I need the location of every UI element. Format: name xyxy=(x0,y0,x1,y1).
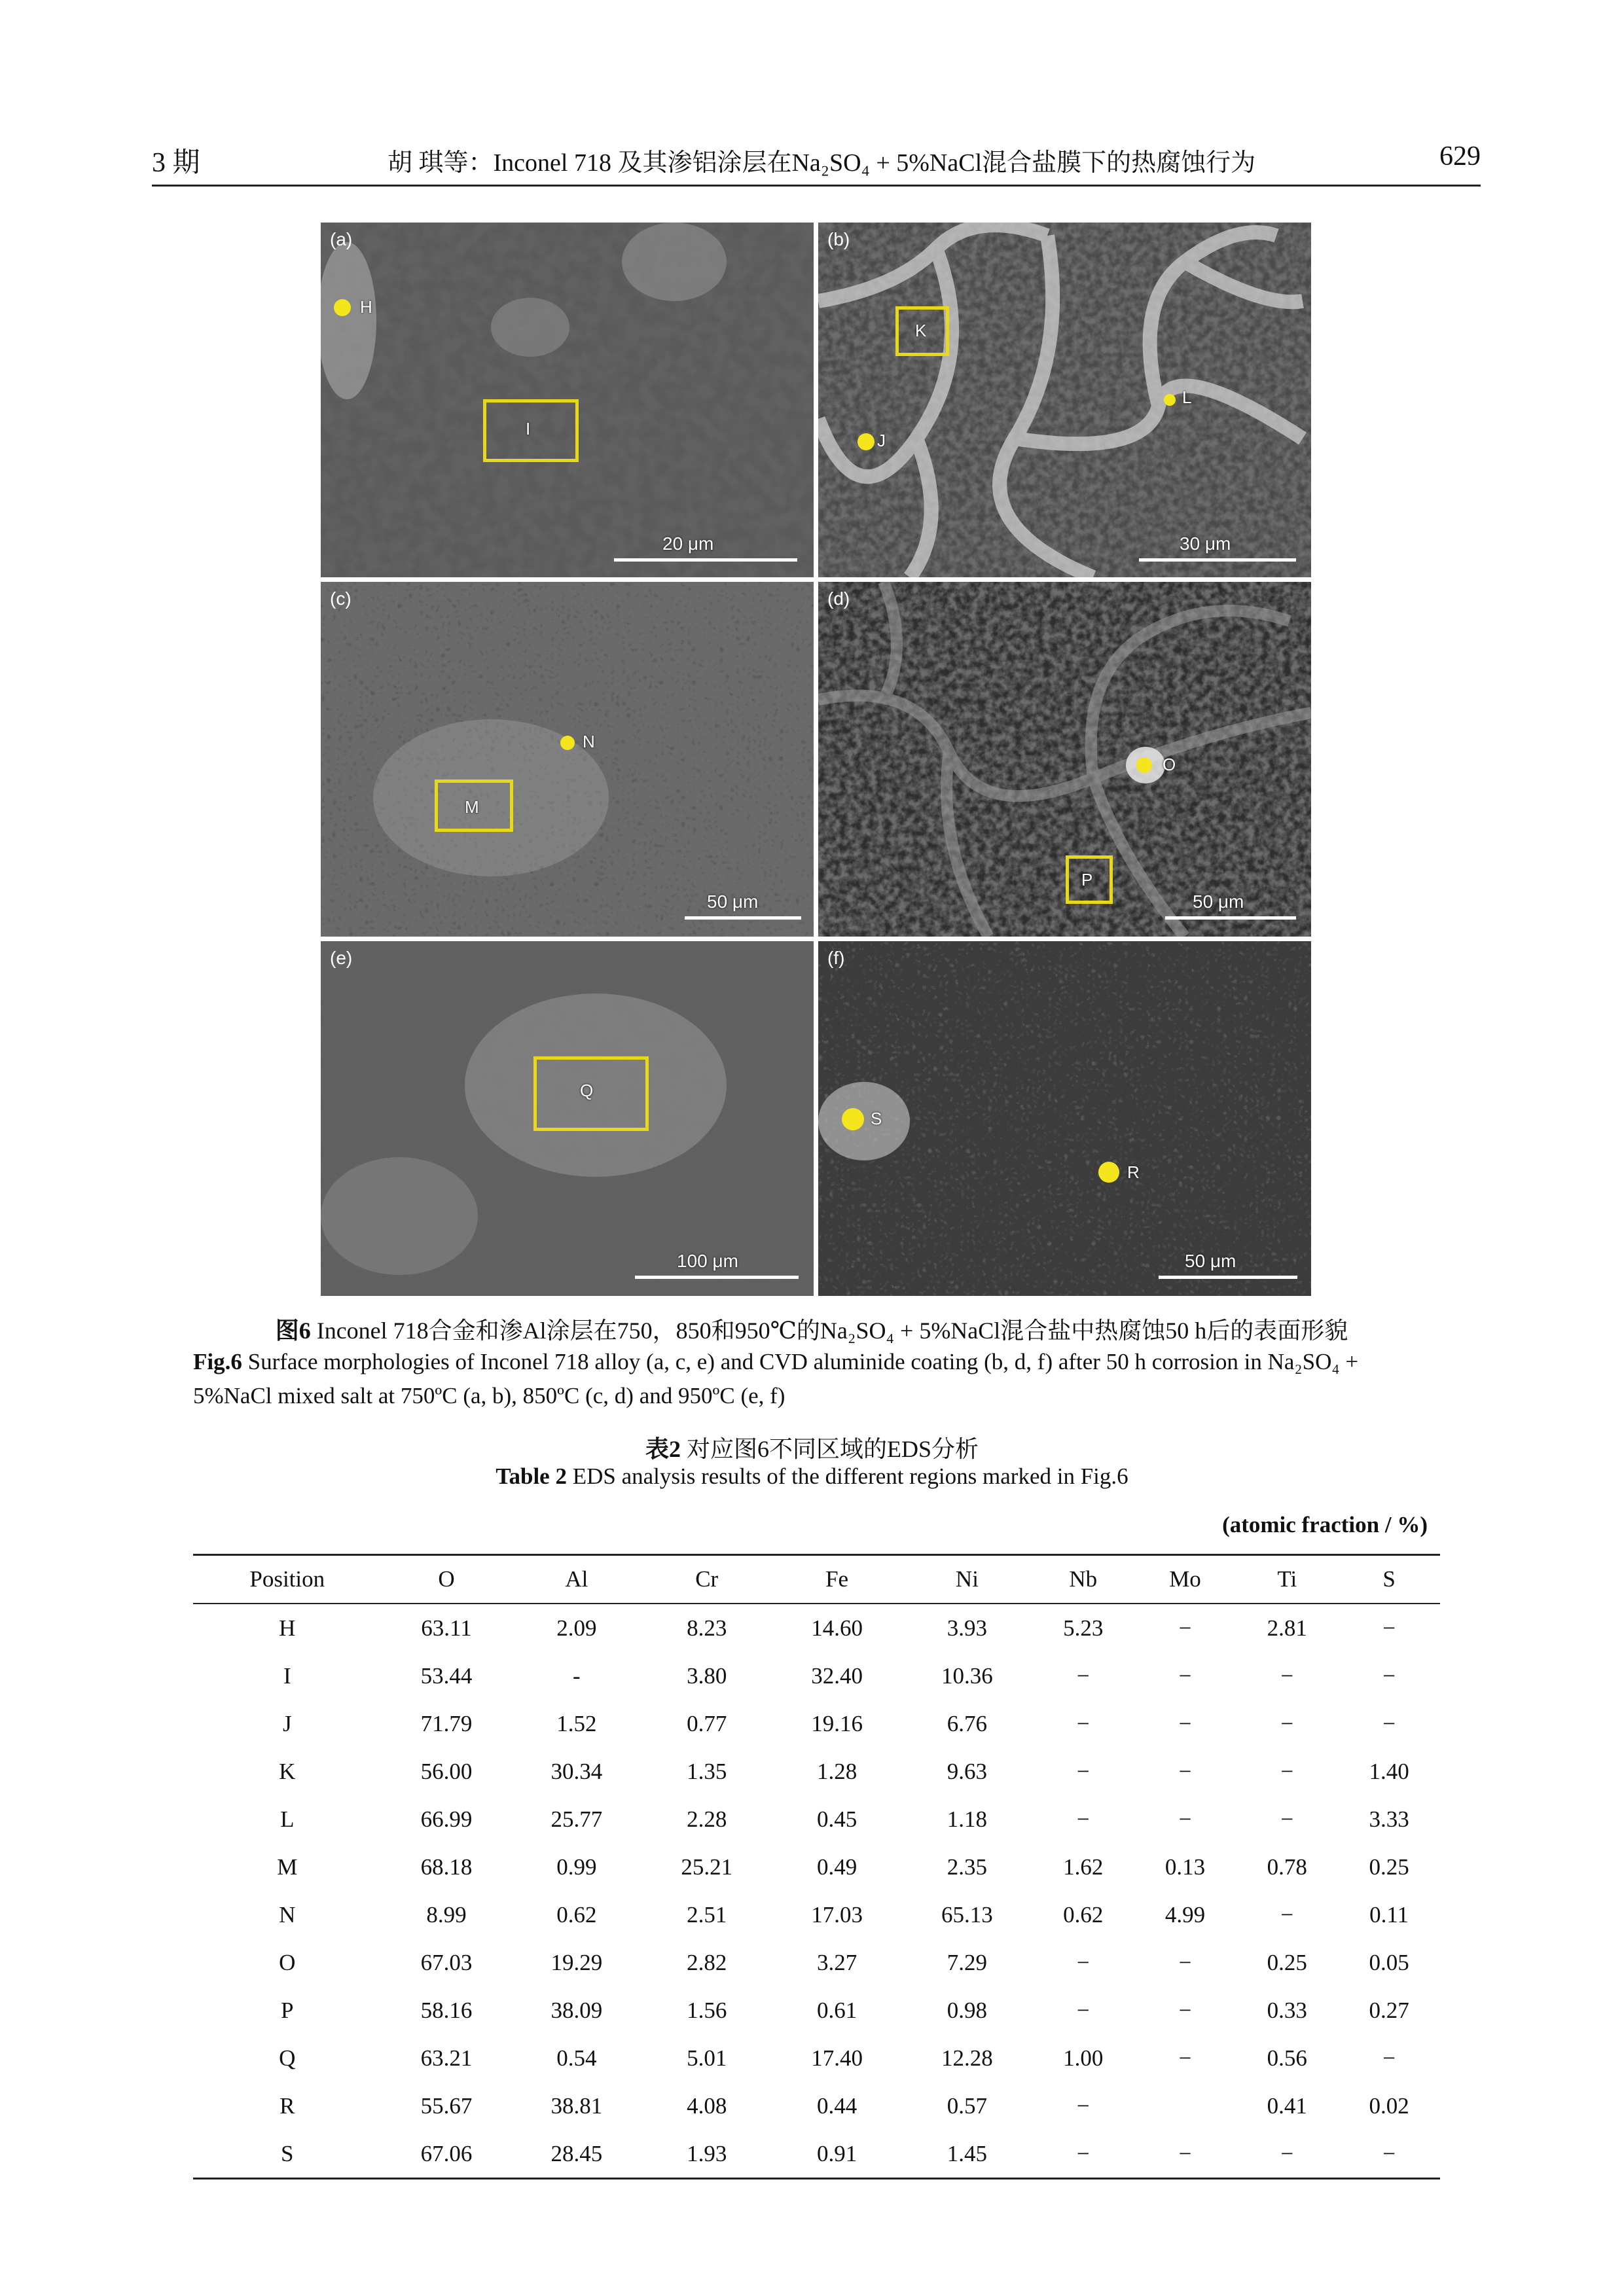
sem-panel-c xyxy=(321,582,814,937)
value-cell: 38.09 xyxy=(550,1997,603,2023)
value-cell: 0.49 xyxy=(816,1854,857,1880)
value-cell: 0.25 xyxy=(1267,1949,1307,1975)
value-cell: − xyxy=(1382,1710,1396,1736)
marker-label: M xyxy=(465,797,479,817)
position-cell: J xyxy=(282,1710,292,1736)
value-cell: 0.98 xyxy=(947,1997,988,2023)
scale-bar xyxy=(1165,916,1296,920)
panel-label: (b) xyxy=(827,229,850,249)
running-title: 胡 琪等：Inconel 718 及其渗铝涂层在Na₂SO₄ + 5%NaCl混合盐膜下的热腐蚀行为 xyxy=(388,149,1256,177)
marker-dot xyxy=(334,299,351,316)
value-cell: 0.05 xyxy=(1369,1949,1409,1975)
value-cell: 0.33 xyxy=(1267,1997,1307,2023)
marker-dot xyxy=(560,736,575,750)
value-cell: 3.33 xyxy=(1369,1806,1409,1832)
scale-label: 50 μm xyxy=(1193,891,1244,912)
value-cell: 5.23 xyxy=(1063,1615,1104,1641)
header-position: Position xyxy=(193,1555,382,1604)
eds-table xyxy=(193,1554,1440,2179)
value-cell: 0.91 xyxy=(772,2130,902,2179)
value-cell: − xyxy=(1076,1806,1090,1832)
value-cell: 19.29 xyxy=(550,1949,603,1975)
value-cell: 9.63 xyxy=(947,1758,988,1784)
marker-dot xyxy=(842,1108,864,1130)
figure-caption-en-text: Surface morphologies of Inconel 718 alloy (a, c, e) and CVD aluminide coating (b, d, f) after 50 h corrosion in Na₂SO₄ + 5%NaCl mixed salt at 750ºC (a, b), 850ºC (c, d) and 950ºC (e, f) xyxy=(193,1349,1359,1408)
panel-label: (e) xyxy=(330,948,353,968)
marker-label: Q xyxy=(580,1081,594,1100)
panel-label: (c) xyxy=(330,588,352,609)
marker-dot xyxy=(857,433,875,450)
value-cell: − xyxy=(1280,1806,1294,1832)
position-cell: N xyxy=(279,1901,296,1928)
value-cell: 53.44 xyxy=(420,1662,473,1689)
table-caption-cn xyxy=(0,1431,1624,1464)
value-cell: − xyxy=(1134,2130,1236,2179)
value-cell: 0.62 xyxy=(1063,1901,1104,1928)
issue-number: 3 期 xyxy=(152,148,200,178)
value-cell: − xyxy=(1178,1662,1192,1689)
value-cell: 17.03 xyxy=(811,1901,863,1928)
value-cell: 4.08 xyxy=(687,2092,727,2119)
value-cell: 1.56 xyxy=(687,1997,727,2023)
value-cell: − xyxy=(1280,1710,1294,1736)
table-row xyxy=(193,1652,1440,1700)
header-o: O xyxy=(382,1555,512,1604)
marker-label: N xyxy=(583,732,595,751)
value-cell: 0.45 xyxy=(816,1806,857,1832)
marker-label: K xyxy=(915,321,927,340)
scale-bar xyxy=(614,558,797,562)
value-cell: 0.99 xyxy=(556,1854,597,1880)
value-cell xyxy=(1134,2082,1236,2130)
marker-label: J xyxy=(877,431,886,450)
value-cell: 0.02 xyxy=(1369,2092,1409,2119)
value-cell: 4.99 xyxy=(1164,1901,1206,1928)
value-cell: − xyxy=(1382,2045,1396,2071)
value-cell: - xyxy=(573,1662,581,1689)
value-cell: 0.41 xyxy=(1267,2092,1307,2119)
value-cell: 28.45 xyxy=(511,2130,641,2179)
value-cell: 3.93 xyxy=(947,1615,988,1641)
value-cell: 68.18 xyxy=(420,1854,473,1880)
value-cell: 0.77 xyxy=(687,1710,727,1736)
value-cell: 2.82 xyxy=(687,1949,727,1975)
value-cell: 1.28 xyxy=(816,1758,857,1784)
value-cell: 10.36 xyxy=(941,1662,993,1689)
value-cell: − xyxy=(1178,1949,1192,1975)
sem-texture xyxy=(818,941,1311,1296)
position-cell: P xyxy=(281,1997,294,2023)
scale-bar xyxy=(685,916,801,920)
value-cell: − xyxy=(1076,1997,1090,2023)
marker-dot xyxy=(1136,757,1152,773)
table-number-en: Table 2 xyxy=(496,1463,567,1489)
figure-6 xyxy=(321,223,1312,1296)
value-cell: 63.11 xyxy=(421,1615,472,1641)
table-row xyxy=(193,1891,1440,1939)
position-cell: M xyxy=(277,1854,298,1880)
value-cell: 1.35 xyxy=(687,1758,727,1784)
scale-label: 50 μm xyxy=(1185,1251,1236,1271)
table-row xyxy=(193,2082,1440,2130)
marker-label: H xyxy=(360,297,372,317)
table-number-cn: 表2 xyxy=(645,1436,681,1462)
header-ti: Ti xyxy=(1236,1555,1338,1604)
value-cell: − xyxy=(1178,2045,1192,2071)
value-cell: 58.16 xyxy=(420,1997,473,2023)
table-body xyxy=(193,1604,1440,2179)
value-cell: 63.21 xyxy=(420,2045,473,2071)
value-cell: 17.40 xyxy=(811,2045,863,2071)
table-row xyxy=(193,1939,1440,1986)
sem-texture xyxy=(818,223,1311,577)
value-cell: 0.11 xyxy=(1369,1901,1409,1928)
value-cell: 1.93 xyxy=(641,2130,772,2179)
sem-texture xyxy=(321,582,814,937)
value-cell: − xyxy=(1280,1901,1294,1928)
header-fe: Fe xyxy=(772,1555,902,1604)
value-cell: − xyxy=(1076,2092,1090,2119)
position-cell: H xyxy=(279,1615,296,1641)
position-cell: Q xyxy=(279,2045,296,2071)
sem-panel-d xyxy=(818,582,1311,937)
value-cell: 6.76 xyxy=(947,1710,988,1736)
value-cell: 71.79 xyxy=(420,1710,473,1736)
table-row xyxy=(193,1604,1440,1652)
position-cell: O xyxy=(279,1949,296,1975)
page-number: 629 xyxy=(1439,141,1481,171)
table-row xyxy=(193,1795,1440,1843)
value-cell: − xyxy=(1236,2130,1338,2179)
value-cell: 2.28 xyxy=(687,1806,727,1832)
value-cell: 25.21 xyxy=(681,1854,733,1880)
header-mo: Mo xyxy=(1134,1555,1236,1604)
scale-bar xyxy=(1139,558,1296,562)
position-cell: K xyxy=(279,1758,296,1784)
panel-label: (a) xyxy=(330,229,353,249)
scale-label: 20 μm xyxy=(662,533,714,554)
value-cell: − xyxy=(1280,1662,1294,1689)
value-cell: 0.56 xyxy=(1267,2045,1307,2071)
marker-dot xyxy=(1164,394,1176,406)
value-cell: 1.18 xyxy=(947,1806,988,1832)
value-cell: 8.23 xyxy=(687,1615,727,1641)
value-cell: 0.54 xyxy=(556,2045,597,2071)
value-cell: 38.81 xyxy=(550,2092,603,2119)
value-cell: 0.27 xyxy=(1369,1997,1409,2023)
value-cell: − xyxy=(1178,1997,1192,2023)
value-cell: 2.35 xyxy=(947,1854,988,1880)
scale-label: 30 μm xyxy=(1180,533,1231,554)
header-cr: Cr xyxy=(641,1555,772,1604)
position-cell: I xyxy=(283,1662,291,1689)
table-caption-cn-text: 对应图6不同区域的EDS分析 xyxy=(681,1436,979,1462)
panel-label: (f) xyxy=(827,948,845,968)
value-cell: 3.27 xyxy=(816,1949,857,1975)
position-cell: L xyxy=(280,1806,295,1832)
value-cell: − xyxy=(1076,1662,1090,1689)
figure-caption-cn xyxy=(249,1312,1375,1346)
sem-texture xyxy=(818,582,1311,937)
value-cell: 2.51 xyxy=(687,1901,727,1928)
value-cell: − xyxy=(1338,2130,1440,2179)
figure-number-cn: 图6 xyxy=(275,1318,311,1344)
header-ni: Ni xyxy=(902,1555,1032,1604)
value-cell: − xyxy=(1076,1758,1090,1784)
sem-panel-b xyxy=(818,223,1311,577)
value-cell: 65.13 xyxy=(941,1901,993,1928)
table-caption-en xyxy=(0,1463,1624,1490)
value-cell: 1.45 xyxy=(902,2130,1032,2179)
value-cell: 2.81 xyxy=(1267,1615,1307,1641)
value-cell: − xyxy=(1382,1662,1396,1689)
table-unit: (atomic fraction / %) xyxy=(1222,1512,1428,1537)
table-row xyxy=(193,1700,1440,1748)
marker-label: P xyxy=(1081,870,1093,889)
value-cell: 1.40 xyxy=(1369,1758,1409,1784)
value-cell: 5.01 xyxy=(687,2045,727,2071)
value-cell: 12.28 xyxy=(941,2045,993,2071)
value-cell: 1.52 xyxy=(556,1710,597,1736)
table-row xyxy=(193,1843,1440,1891)
table-row xyxy=(193,1748,1440,1795)
value-cell: − xyxy=(1178,1615,1192,1641)
position-cell: S xyxy=(193,2130,382,2179)
value-cell: 0.78 xyxy=(1267,1854,1307,1880)
scale-bar xyxy=(1159,1276,1297,1279)
value-cell: − xyxy=(1076,1710,1090,1736)
figure-number-en: Fig.6 xyxy=(193,1349,242,1374)
value-cell: 56.00 xyxy=(420,1758,473,1784)
marker-label: I xyxy=(526,419,531,439)
value-cell: 0.13 xyxy=(1164,1854,1206,1880)
sem-panel-a xyxy=(321,223,814,577)
value-cell: 0.44 xyxy=(816,2092,857,2119)
value-cell: − xyxy=(1032,2130,1134,2179)
value-cell: 1.62 xyxy=(1063,1854,1104,1880)
value-cell: 67.06 xyxy=(382,2130,512,2179)
header-rule xyxy=(152,185,1481,187)
marker-label: S xyxy=(871,1109,882,1128)
value-cell: 55.67 xyxy=(420,2092,473,2119)
panel-label: (d) xyxy=(827,588,850,609)
marker-dot xyxy=(1098,1162,1119,1183)
value-cell: 32.40 xyxy=(811,1662,863,1689)
figure-caption-cn-text: Inconel 718合金和渗Al涂层在750，850和950℃的Na₂SO₄ + 5%NaCl混合盐中热腐蚀50 h后的表面形貌 xyxy=(310,1318,1348,1344)
marker-label: L xyxy=(1182,387,1192,407)
value-cell: − xyxy=(1280,1758,1294,1784)
value-cell: 2.09 xyxy=(556,1615,597,1641)
value-cell: 0.57 xyxy=(947,2092,988,2119)
running-header xyxy=(152,141,1481,187)
sem-panel-f xyxy=(818,941,1311,1296)
position-cell: R xyxy=(280,2092,295,2119)
table-row xyxy=(193,2034,1440,2082)
value-cell: 67.03 xyxy=(420,1949,473,1975)
value-cell: − xyxy=(1178,1758,1192,1784)
table-header-row xyxy=(193,1555,1440,1604)
value-cell: − xyxy=(1076,1949,1090,1975)
value-cell: 7.29 xyxy=(947,1949,988,1975)
value-cell: 0.61 xyxy=(816,1997,857,2023)
value-cell: − xyxy=(1382,1615,1396,1641)
header-s: S xyxy=(1338,1555,1440,1604)
marker-label: O xyxy=(1163,755,1176,774)
scale-bar xyxy=(635,1276,799,1279)
marker-box xyxy=(483,399,579,462)
figure-caption-en xyxy=(193,1345,1437,1413)
value-cell: 66.99 xyxy=(420,1806,473,1832)
sem-panel-e xyxy=(321,941,814,1296)
value-cell: 30.34 xyxy=(550,1758,603,1784)
value-cell: 1.00 xyxy=(1063,2045,1104,2071)
value-cell: − xyxy=(1178,1710,1192,1736)
value-cell: − xyxy=(1178,1806,1192,1832)
scale-label: 100 μm xyxy=(677,1251,738,1271)
table-caption-en-text: EDS analysis results of the different regions marked in Fig.6 xyxy=(566,1463,1128,1489)
header-nb: Nb xyxy=(1032,1555,1134,1604)
value-cell: 3.80 xyxy=(687,1662,727,1689)
header-al: Al xyxy=(511,1555,641,1604)
value-cell: 14.60 xyxy=(811,1615,863,1641)
value-cell: 0.25 xyxy=(1369,1854,1409,1880)
value-cell: 0.62 xyxy=(556,1901,597,1928)
value-cell: 19.16 xyxy=(811,1710,863,1736)
table-row xyxy=(193,1986,1440,2034)
marker-label: R xyxy=(1127,1162,1140,1182)
table-row xyxy=(193,2130,1440,2179)
scale-label: 50 μm xyxy=(707,891,759,912)
value-cell: 25.77 xyxy=(550,1806,603,1832)
value-cell: 8.99 xyxy=(426,1901,467,1928)
